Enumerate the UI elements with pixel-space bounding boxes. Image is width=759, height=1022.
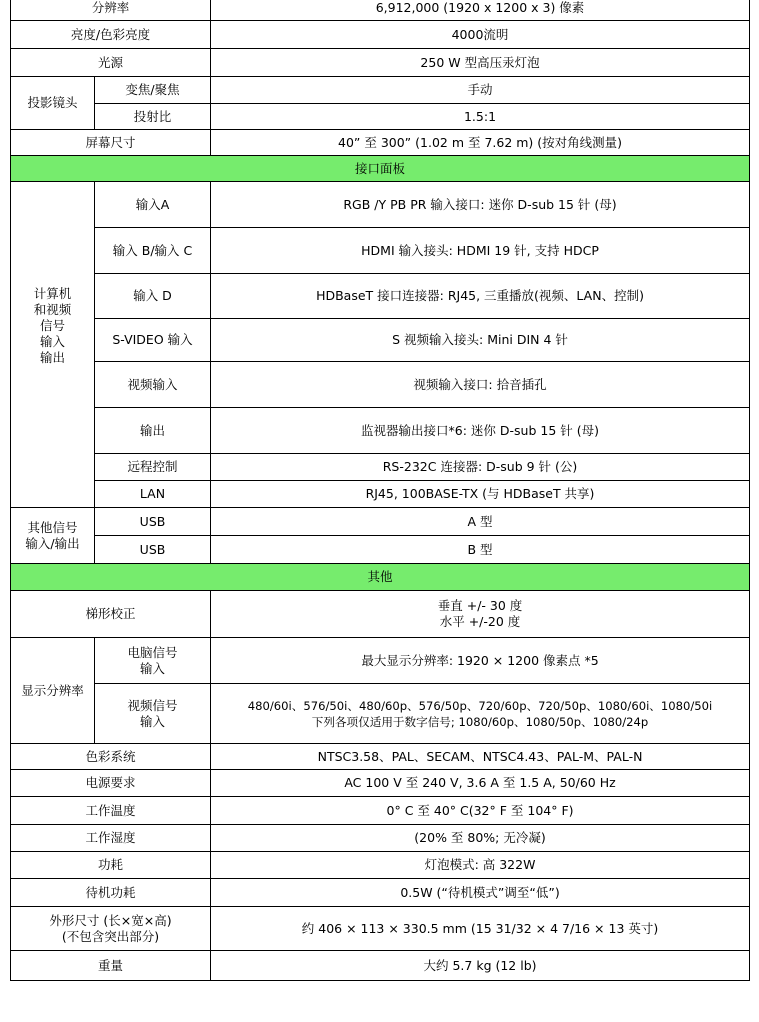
section-other-row: [11, 564, 750, 591]
weight-value: 大约 5.7 kg (12 lb): [211, 951, 750, 981]
row-light-source: [11, 49, 750, 77]
row-input-bc: [11, 228, 750, 274]
power-req-label: 电源要求: [11, 770, 211, 797]
power-label: 功耗: [11, 852, 211, 879]
output-label: 输出: [95, 408, 211, 454]
row-svideo: [11, 319, 750, 362]
row-video-in: [11, 362, 750, 408]
row-weight: [11, 951, 750, 981]
row-brightness: [11, 21, 750, 49]
row-usb-b: [11, 536, 750, 564]
row-usb-a: [11, 508, 750, 536]
keystone-label: 梯形校正: [11, 591, 211, 638]
lens-throw-value: 1.5:1: [211, 104, 750, 130]
io-group-label: 计算机 和视频 信号 输入 输出: [11, 182, 95, 508]
input-bc-label: 输入 B/输入 C: [95, 228, 211, 274]
color-system-label: 色彩系统: [11, 744, 211, 770]
lens-throw-label: 投射比: [95, 104, 211, 130]
lan-label: LAN: [95, 481, 211, 508]
op-temp-value: 0° C 至 40° C(32° F 至 104° F): [211, 797, 750, 825]
row-lens-throw: [11, 104, 750, 130]
section-interface-title: 接口面板: [11, 156, 750, 182]
row-op-temp: [11, 797, 750, 825]
power-value: 灯泡模式: 高 322W: [211, 852, 750, 879]
screen-size-value: 40” 至 300” (1.02 m 至 7.62 m) (按对角线测量): [211, 130, 750, 156]
row-power-req: [11, 770, 750, 797]
video-in-value: 视频输入接口: 拾音插孔: [211, 362, 750, 408]
color-system-value: NTSC3.58、PAL、SECAM、NTSC4.43、PAL-M、PAL-N: [211, 744, 750, 770]
section-other-title: 其他: [11, 564, 750, 591]
lens-label: 投影镜头: [11, 77, 95, 130]
row-output: [11, 408, 750, 454]
output-value: 监视器输出接口*6: 迷你 D-sub 15 针 (母): [211, 408, 750, 454]
resolution-label: 分辨率: [11, 0, 211, 21]
screen-size-label: 屏幕尺寸: [11, 130, 211, 156]
usb-b-value: B 型: [211, 536, 750, 564]
usb-b-label: USB: [95, 536, 211, 564]
svideo-value: S 视频输入接头: Mini DIN 4 针: [211, 319, 750, 362]
input-d-value: HDBaseT 接口连接器: RJ45, 三重播放(视频、LAN、控制): [211, 274, 750, 319]
row-remote: [11, 454, 750, 481]
row-color-system: [11, 744, 750, 770]
usb-a-value: A 型: [211, 508, 750, 536]
input-d-label: 输入 D: [95, 274, 211, 319]
light-source-value: 250 W 型高压汞灯泡: [211, 49, 750, 77]
dimensions-value: 约 406 × 113 × 330.5 mm (15 31/32 × 4 7/16 × 13 英寸): [211, 907, 750, 951]
brightness-value: 4000流明: [211, 21, 750, 49]
row-input-d: [11, 274, 750, 319]
op-temp-label: 工作温度: [11, 797, 211, 825]
op-humidity-value: (20% 至 80%; 无冷凝): [211, 825, 750, 852]
keystone-value: 垂直 +/- 30 度 水平 +/-20 度: [211, 591, 750, 638]
light-source-label: 光源: [11, 49, 211, 77]
row-keystone: [11, 591, 750, 638]
dimensions-label: 外形尺寸 (长×宽×高) (不包含突出部分): [11, 907, 211, 951]
row-display-res-pc: [11, 638, 750, 684]
row-lens-zoom: [11, 77, 750, 104]
display-res-video-label: 视频信号 输入: [95, 684, 211, 744]
brightness-label: 亮度/色彩亮度: [11, 21, 211, 49]
weight-label: 重量: [11, 951, 211, 981]
standby-value: 0.5W (“待机模式”调至“低”): [211, 879, 750, 907]
input-bc-value: HDMI 输入接头: HDMI 19 针, 支持 HDCP: [211, 228, 750, 274]
usb-a-label: USB: [95, 508, 211, 536]
row-input-a: [11, 182, 750, 228]
display-res-pc-label: 电脑信号 输入: [95, 638, 211, 684]
row-dimensions: [11, 907, 750, 951]
input-a-value: RGB /Y PB PR 输入接口: 迷你 D-sub 15 针 (母): [211, 182, 750, 228]
other-io-group-label: 其他信号 输入/输出: [11, 508, 95, 564]
remote-value: RS-232C 连接器: D-sub 9 针 (公): [211, 454, 750, 481]
display-res-label: 显示分辨率: [11, 638, 95, 744]
row-op-humidity: [11, 825, 750, 852]
row-display-res-video: [11, 684, 750, 744]
input-a-label: 输入A: [95, 182, 211, 228]
svideo-label: S-VIDEO 输入: [95, 319, 211, 362]
standby-label: 待机功耗: [11, 879, 211, 907]
display-res-video-value: 480/60i、576/50i、480/60p、576/50p、720/60p、720/50p、1080/60i、1080/50i 下列各项仅适用于数字信号; 1080/60p、1080/50p、1080/24p: [211, 684, 750, 744]
remote-label: 远程控制: [95, 454, 211, 481]
display-res-pc-value: 最大显示分辨率: 1920 × 1200 像素点 *5: [211, 638, 750, 684]
row-lan: [11, 481, 750, 508]
lan-value: RJ45, 100BASE-TX (与 HDBaseT 共享): [211, 481, 750, 508]
row-standby: [11, 879, 750, 907]
resolution-value: 6,912,000 (1920 x 1200 x 3) 像素: [211, 0, 750, 21]
row-screen-size: [11, 130, 750, 156]
row-power: [11, 852, 750, 879]
power-req-value: AC 100 V 至 240 V, 3.6 A 至 1.5 A, 50/60 Hz: [211, 770, 750, 797]
spec-table: [10, 0, 750, 981]
lens-zoom-label: 变焦/聚焦: [95, 77, 211, 104]
lens-zoom-value: 手动: [211, 77, 750, 104]
row-resolution: [11, 0, 750, 21]
op-humidity-label: 工作湿度: [11, 825, 211, 852]
section-interface-row: [11, 156, 750, 182]
video-in-label: 视频输入: [95, 362, 211, 408]
